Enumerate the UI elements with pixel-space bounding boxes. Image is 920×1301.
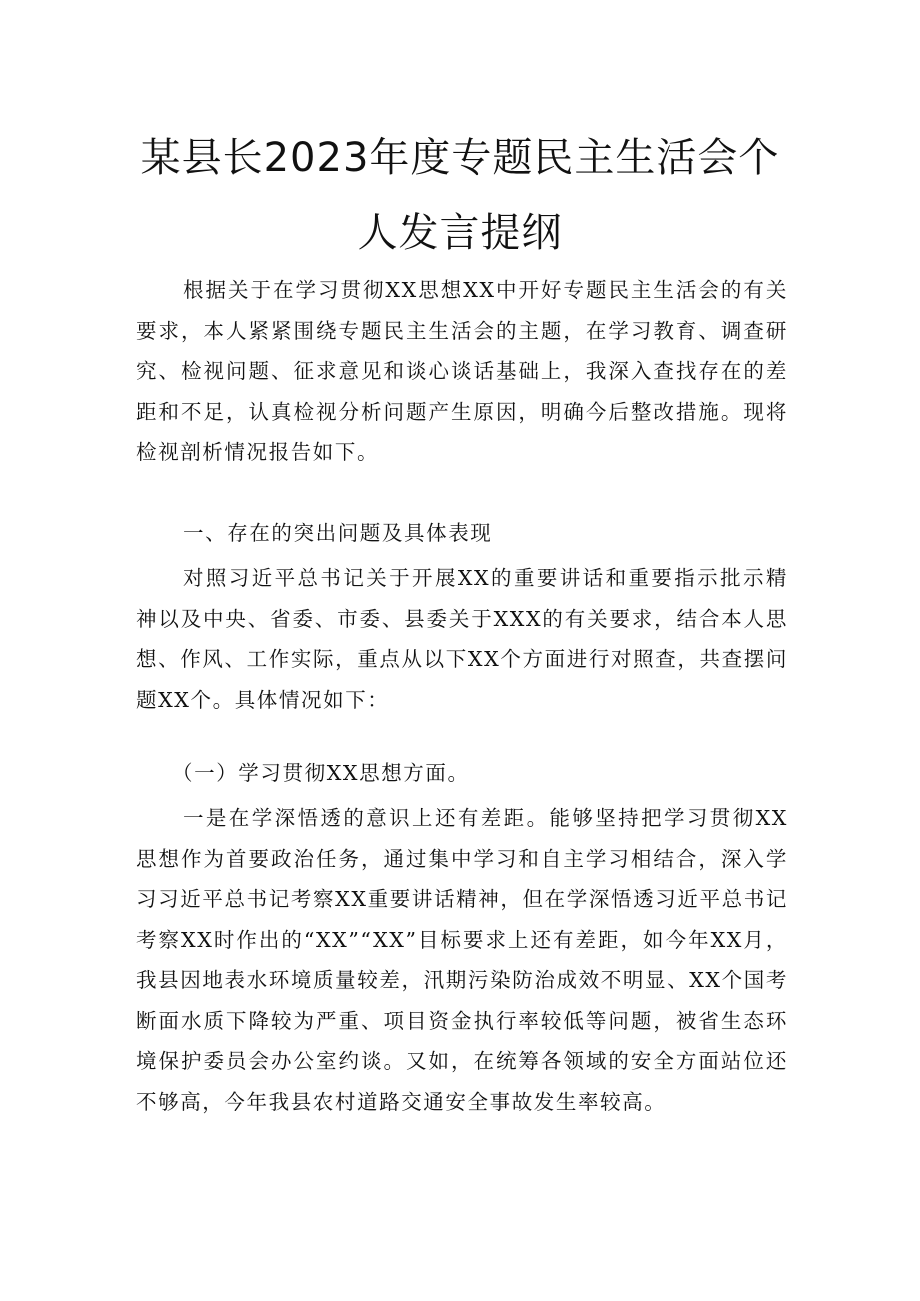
document-title-line-1: 某县长2023年度专题民主生活会个 [140,135,780,181]
document-title-line-2: 人发言提纲 [357,210,563,256]
intro-paragraph: 根据关于在学习贯彻XX思想XX中开好专题民主生活会的有关要求，本人紧紧围绕专题民主生活会的主题，在学习教育、调查研究、检视问题、征求意见和谈心谈话基础上，我深入查找存在的差距和不足，认真检视分析问题产生原因，明确今后整改措施。现将检视剖析情况报告如下。 [136,278,788,464]
section-1-intro-paragraph: 对照习近平总书记关于开展XX的重要讲话和重要指示批示精神以及中央、省委、市委、县委关于XXX的有关要求，结合本人思想、作风、工作实际，重点从以下XX个方面进行对照查，共查摆问题XX个。具体情况如下： [136,566,788,712]
section-1-heading: 一、存在的突出问题及具体表现 [183,521,493,545]
point-1-paragraph: 一是在学深悟透的意识上还有差距。能够坚持把学习贯彻XX思想作为首要政治任务，通过集中学习和自主学习相结合，深入学习习近平总书记考察XX重要讲话精神，但在学深悟透习近平总书记考察XX时作出的“XX”“XX”目标要求上还有差距，如今年XX月，我县因地表水环境质量较差，汛期污染防治成效不明显、XX个国考断面水质下降较为严重、项目资金执行率较低等问题，被省生态环境保护委员会办公室约谈。又如，在统筹各领域的安全方面站位还不够高，今年我县农村道路交通安全事故发生率较高。 [136,806,788,1114]
subsection-1-heading: （一）学习贯彻XX思想方面。 [172,761,470,785]
